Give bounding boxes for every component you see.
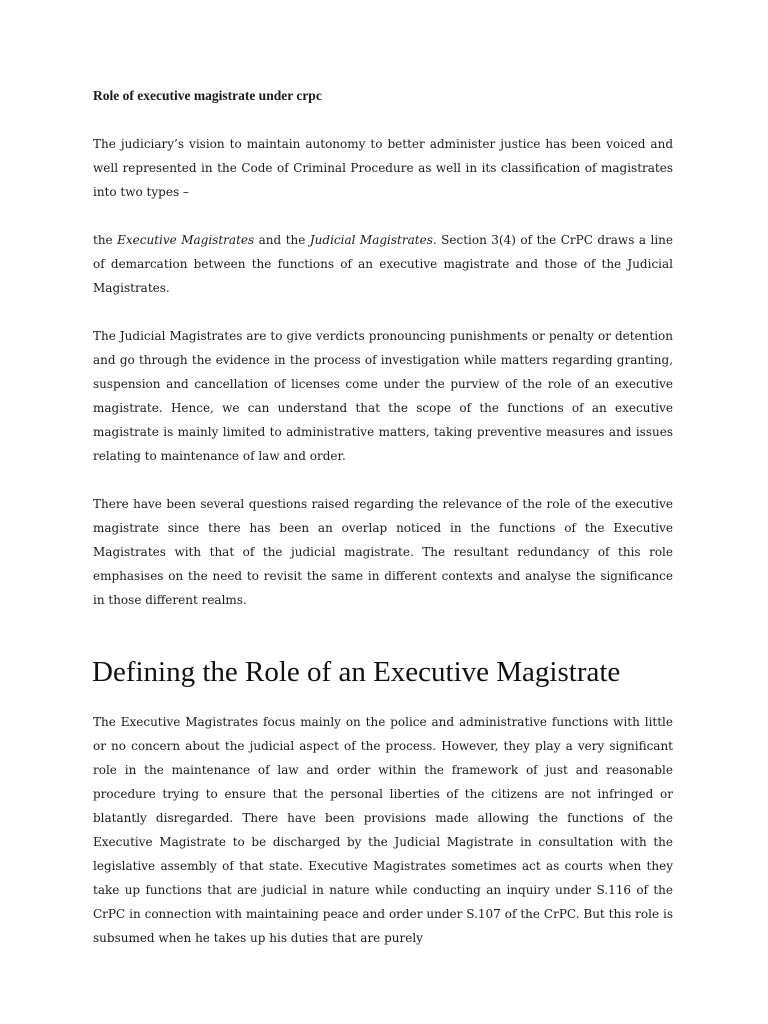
- section-heading: Defining the Role of an Executive Magistrate: [92, 656, 621, 688]
- paragraph-text: and the: [254, 233, 310, 247]
- paragraph-magistrate-types: [93, 228, 673, 300]
- paragraph-judicial-role: The Judicial Magistrates are to give verdicts pronouncing punishments or penalty or detention and go through the evidence in the process of investigation while matters regarding granting, suspension and cancellation of licenses come under the purview of the role of an executive magistrate. Hence, we can understand that the scope of the functions of an executive magistrate is mainly limited to administrative matters, taking preventive measures and issues relating to maintenance of law and order.: [93, 329, 673, 463]
- document-title: Role of executive magistrate under crpc: [93, 88, 322, 103]
- paragraph-relevance: There have been several questions raised regarding the relevance of the role of the executive magistrate since there has been an overlap noticed in the functions of the Executive Magistrates with that of the judicial magistrate. The resultant redundancy of this role emphasises on the need to revisit the same in different contexts and analyse the significance in those different realms.: [93, 497, 673, 607]
- judicial-magistrates-term: Judicial Magistrates: [309, 233, 433, 247]
- paragraph-text: the: [93, 233, 118, 247]
- paragraph-text: . Section 3(4) of the CrPC draws a line of demarcation between the functions of an executive magistrate and those of the Judicial Magistrates.: [93, 233, 673, 295]
- section-paragraph: The Executive Magistrates focus mainly on the police and administrative functions with little or no concern about the judicial aspect of the process. However, they play a very significant role in the maintenance of law and order within the framework of just and reasonable procedure trying to ensure that the personal liberties of the citizens are not infringed or blatantly disregarded. There have been provisions made allowing the functions of the Executive Magistrate to be discharged by the Judicial Magistrate in consultation with the legislative assembly of that state. Executive Magistrates sometimes act as courts when they take up functions that are judicial in nature while conducting an inquiry under S.116 of the CrPC in connection with maintaining peace and order under S.107 of the CrPC. But this role is subsumed when he takes up his duties that are purely: [93, 715, 673, 945]
- document-page: [93, 84, 673, 974]
- executive-magistrates-term: Executive Magistrates: [117, 233, 255, 247]
- paragraph-intro: The judiciary’s vision to maintain autonomy to better administer justice has been voiced and well represented in the Code of Criminal Procedure as well in its classification of magistrates into two types –: [93, 137, 673, 199]
